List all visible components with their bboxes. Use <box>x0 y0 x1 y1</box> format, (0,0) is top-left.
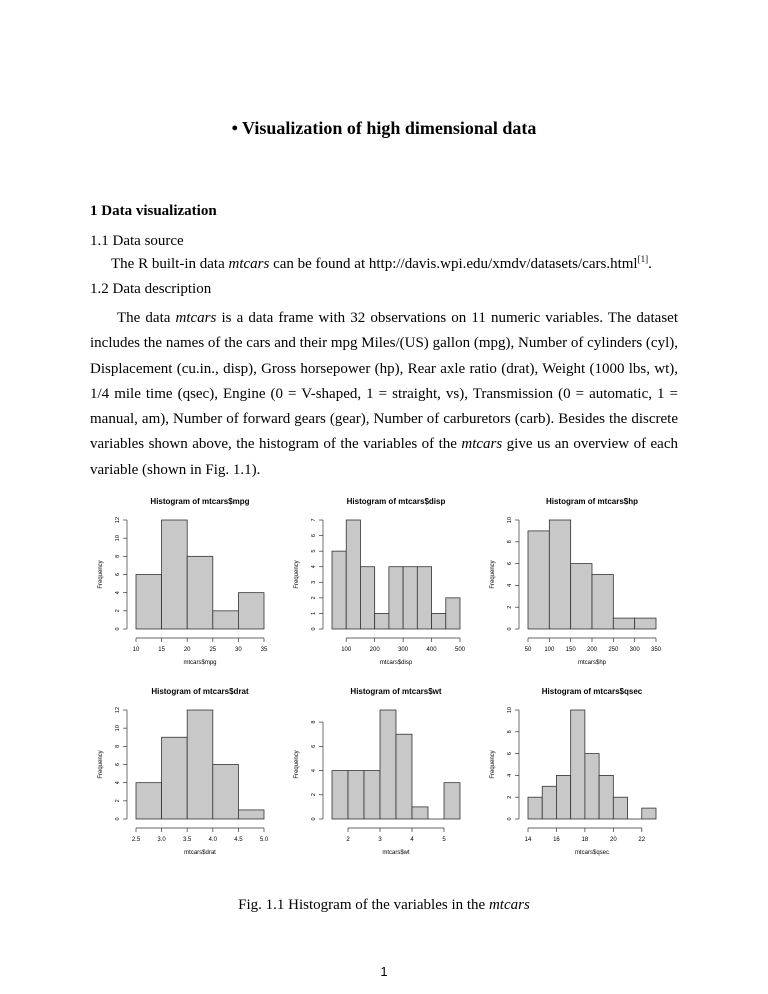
x-tick-label: 150 <box>565 647 576 653</box>
y-tick-label: 0 <box>115 817 121 821</box>
histogram-bar <box>528 797 542 819</box>
histogram-bar <box>364 771 380 819</box>
x-tick-label: 3.0 <box>157 837 166 843</box>
section-heading: 1 Data visualization <box>90 203 217 219</box>
histogram-bar <box>187 556 213 629</box>
x-tick-label: 3.5 <box>183 837 192 843</box>
y-tick-label: 6 <box>115 572 121 577</box>
y-tick-label: 2 <box>507 605 513 609</box>
histogram-bar <box>238 810 264 819</box>
y-tick-label: 4 <box>311 565 317 569</box>
histogram-bar <box>136 783 162 819</box>
histogram-bar <box>162 520 188 629</box>
y-tick-label: 0 <box>311 627 317 631</box>
y-tick-label: 6 <box>311 744 317 748</box>
y-tick-label: 0 <box>311 817 317 821</box>
y-axis-label: Frequency <box>98 560 104 589</box>
y-tick-label: 8 <box>311 720 317 724</box>
histogram-bar <box>549 520 570 629</box>
y-tick-label: 4 <box>311 769 317 773</box>
histogram-bar <box>213 611 239 629</box>
histogram-bar <box>162 737 188 819</box>
x-tick-label: 400 <box>426 647 437 653</box>
page-title: • Visualization of high dimensional data <box>231 118 537 138</box>
text-run: . <box>648 256 652 272</box>
y-tick-label: 0 <box>115 627 121 631</box>
text-run: is a data frame with 32 observations on 11 numeric variables. The dataset includes the names of the cars and their mpg Miles/(US) gallon (mpg), Number of cylinders (cyl), Displacement (cu.in., disp), Gross horsepower (hp), Rear axle ratio (drat), Weight (1000 lbs, wt), 1/4 mile time (qsec), Engine (0 = V-shaped, 1 = straight, vs), Transmission (0 = automatic, 1 = manual, am), Number of forward gears (gear), Number of carburetors (carb). Besides the discrete variables shown above, the histogram of the variables of the <box>90 310 678 453</box>
histogram-bar <box>360 567 374 629</box>
histogram-bar <box>412 807 428 819</box>
y-tick-label: 6 <box>507 752 513 756</box>
x-axis-label: mtcars$hp <box>577 660 607 666</box>
x-tick-label: 50 <box>524 647 532 653</box>
y-tick-label: 4 <box>507 773 513 777</box>
citation-ref: [1] <box>637 254 649 264</box>
histogram-figure <box>90 492 690 872</box>
histogram-title: Histogram of mtcars$disp <box>346 497 446 506</box>
text-run: can be found at http://davis.wpi.edu/xmdv/datasets/cars.html <box>269 256 638 272</box>
histogram-panel <box>490 497 662 666</box>
x-tick-label: 2.5 <box>131 837 141 843</box>
x-tick-label: 200 <box>586 647 598 653</box>
x-tick-label: 200 <box>369 647 380 653</box>
y-tick-label: 4 <box>115 591 121 595</box>
histogram-bar <box>635 618 656 629</box>
x-tick-label: 16 <box>553 837 560 843</box>
histogram-bar <box>403 567 417 629</box>
histogram-bar <box>444 783 460 819</box>
x-tick-label: 35 <box>260 647 268 653</box>
y-tick-label: 6 <box>311 534 317 538</box>
histogram-panel <box>98 687 269 856</box>
histogram-grid <box>90 492 690 872</box>
y-tick-label: 2 <box>311 793 317 797</box>
histogram-bar <box>238 593 264 629</box>
x-tick-label: 350 <box>650 647 662 653</box>
histogram-title: Histogram of mtcars$wt <box>350 687 442 696</box>
y-tick-label: 10 <box>507 516 513 524</box>
y-tick-label: 3 <box>311 580 317 584</box>
histogram-bar <box>571 564 592 629</box>
x-tick-label: 100 <box>544 647 555 653</box>
x-tick-label: 25 <box>209 647 217 653</box>
y-axis-label: Frequency <box>294 750 300 779</box>
x-tick-label: 2 <box>346 837 350 843</box>
x-tick-label: 100 <box>341 647 352 653</box>
x-axis-label: mtcars$drat <box>184 850 216 856</box>
x-tick-label: 30 <box>235 647 242 653</box>
x-tick-label: 4.5 <box>234 837 243 843</box>
y-tick-label: 8 <box>115 744 121 748</box>
histogram-bar <box>187 710 213 819</box>
histogram-bar <box>592 575 613 630</box>
page-number: 1 <box>380 964 388 979</box>
x-tick-label: 22 <box>638 837 646 843</box>
y-axis-label: Frequency <box>294 560 300 589</box>
y-axis-label: Frequency <box>98 750 104 779</box>
italic-term: mtcars <box>228 256 270 272</box>
text-run: The R built-in data <box>111 256 229 272</box>
y-tick-label: 6 <box>115 762 121 767</box>
histogram-panel <box>98 497 268 666</box>
histogram-bar <box>528 531 549 629</box>
y-axis-label: Frequency <box>490 560 496 589</box>
histogram-panel <box>490 687 656 856</box>
y-tick-label: 4 <box>507 583 513 587</box>
y-tick-label: 10 <box>115 535 121 542</box>
histogram-bar <box>613 797 627 819</box>
text-run: The data <box>117 310 176 326</box>
x-tick-label: 18 <box>581 837 589 843</box>
y-tick-label: 7 <box>311 518 317 522</box>
histogram-bar <box>585 754 599 819</box>
subsection-heading-data-description: 1.2 Data description <box>90 281 212 297</box>
histogram-bar <box>613 618 634 629</box>
histogram-panel <box>294 687 460 856</box>
x-tick-label: 20 <box>609 837 617 843</box>
y-tick-label: 8 <box>115 554 121 558</box>
y-tick-label: 0 <box>507 817 513 821</box>
histogram-title: Histogram of mtcars$drat <box>151 687 249 696</box>
histogram-bar <box>556 775 570 819</box>
x-tick-label: 15 <box>158 647 165 653</box>
histogram-bar <box>346 520 360 629</box>
x-tick-label: 300 <box>629 647 640 653</box>
histogram-bar <box>599 775 613 819</box>
x-tick-label: 10 <box>132 647 140 653</box>
histogram-bar <box>571 710 585 819</box>
histogram-panel <box>294 497 466 666</box>
x-tick-label: 250 <box>608 647 619 653</box>
x-axis-label: mtcars$mpg <box>183 660 217 666</box>
histogram-bar <box>332 551 346 629</box>
y-tick-label: 12 <box>115 516 121 524</box>
caption-text: Fig. 1.1 Histogram of the variables in the <box>238 897 489 913</box>
caption-italic: mtcars <box>488 897 530 913</box>
histogram-bar <box>417 567 431 629</box>
x-axis-label: mtcars$disp <box>379 660 413 666</box>
histogram-bar <box>380 710 396 819</box>
histogram-title: Histogram of mtcars$mpg <box>150 497 250 506</box>
histogram-bar <box>446 598 460 629</box>
text-run: give us an overview of each variable (shown in Fig. 1.1). <box>90 436 678 478</box>
x-tick-label: 500 <box>454 647 466 653</box>
x-tick-label: 20 <box>183 647 191 653</box>
histogram-bar <box>432 613 446 629</box>
histogram-title: Histogram of mtcars$qsec <box>541 687 643 696</box>
subsection-heading-data-source: 1.1 Data source <box>90 233 184 249</box>
y-tick-label: 6 <box>507 562 513 566</box>
y-tick-label: 8 <box>507 540 513 544</box>
x-axis-label: mtcars$qsec <box>574 850 610 856</box>
x-axis-label: mtcars$wt <box>382 850 410 856</box>
y-tick-label: 12 <box>115 706 121 714</box>
data-source-paragraph <box>111 256 652 273</box>
histogram-bar <box>332 771 348 819</box>
y-tick-label: 2 <box>115 799 121 803</box>
y-tick-label: 8 <box>507 730 513 734</box>
x-tick-label: 3 <box>378 837 382 843</box>
x-tick-label: 4 <box>410 837 414 843</box>
y-tick-label: 2 <box>115 609 121 613</box>
x-tick-label: 5 <box>442 837 446 843</box>
histogram-bar <box>375 613 389 629</box>
y-tick-label: 10 <box>115 725 121 732</box>
histogram-bar <box>642 808 656 819</box>
y-axis-label: Frequency <box>490 750 496 779</box>
x-tick-label: 5.0 <box>259 837 269 843</box>
histogram-bar <box>396 734 412 819</box>
x-tick-label: 14 <box>524 837 532 843</box>
y-tick-label: 2 <box>507 795 513 799</box>
figure-caption <box>0 897 768 914</box>
x-tick-label: 300 <box>398 647 409 653</box>
italic-term: mtcars <box>461 436 503 453</box>
histogram-title: Histogram of mtcars$hp <box>545 497 639 506</box>
description-paragraph <box>90 306 678 483</box>
y-tick-label: 10 <box>507 706 513 714</box>
histogram-bar <box>542 786 556 819</box>
x-tick-label: 4.0 <box>208 837 217 843</box>
y-tick-label: 2 <box>311 596 317 600</box>
y-tick-label: 0 <box>507 627 513 631</box>
italic-term: mtcars <box>175 310 217 326</box>
histogram-bar <box>213 765 239 820</box>
histogram-bar <box>389 567 403 629</box>
histogram-bar <box>348 771 364 819</box>
y-tick-label: 1 <box>311 611 317 615</box>
y-tick-label: 5 <box>311 549 317 553</box>
y-tick-label: 4 <box>115 781 121 785</box>
histogram-bar <box>136 575 162 630</box>
